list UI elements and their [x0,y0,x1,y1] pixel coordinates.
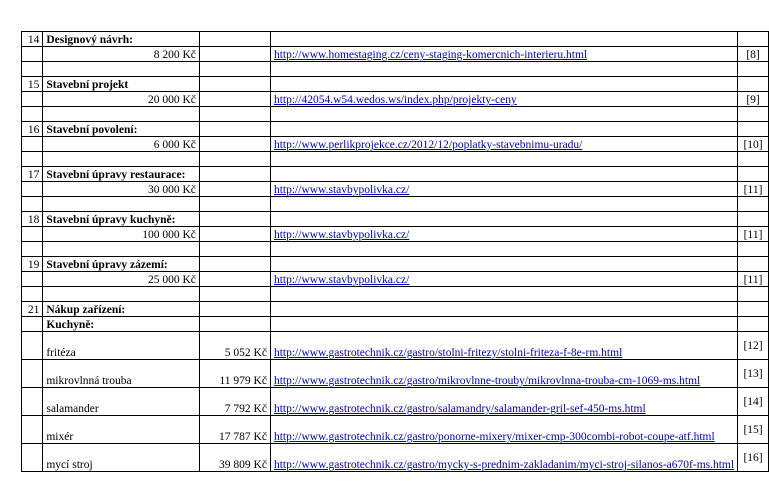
empty-cell [199,122,270,137]
empty-cell [22,62,43,77]
empty-cell [270,257,737,272]
empty-cell [43,242,200,257]
reference-number: [11] [738,272,769,287]
empty-cell [738,107,769,122]
section-title: Nákup zařízení: [43,302,200,317]
section-header-row [22,77,769,92]
item-number: 14 [22,32,43,47]
section-header-row [22,212,769,227]
source-link[interactable]: http://www.perlikprojekce.cz/2012/12/poplatky-stavebnimu-uradu/ [273,139,583,151]
reference-number: [8] [738,47,769,62]
source-link-cell [270,388,737,416]
reference-number: [11] [738,227,769,242]
section-header-row [22,122,769,137]
equipment-name: mikrovlnná trouba [43,360,200,388]
equipment-price: 7 792 Kč [199,388,270,416]
reference-number: [14] [738,388,769,416]
empty-cell [22,47,43,62]
empty-cell [22,332,43,360]
empty-cell [270,197,737,212]
empty-cell [270,32,737,47]
section-amount: 100 000 Kč [43,227,200,242]
source-link[interactable]: http://www.gastrotechnik.cz/gastro/mycky-s-prednim-zakladanim/myci-stroj-silanos-a670f-ms.html [273,459,735,471]
empty-cell [199,47,270,62]
reference-number: [15] [738,416,769,444]
reference-number: [10] [738,137,769,152]
empty-cell [738,152,769,167]
section-amount-row [22,92,769,107]
empty-cell [270,242,737,257]
empty-cell [270,302,737,317]
empty-cell [22,416,43,444]
empty-cell [43,287,200,302]
empty-cell [270,77,737,92]
section-amount: 30 000 Kč [43,182,200,197]
spacer-row [22,62,769,77]
empty-cell [22,182,43,197]
section-amount-row [22,227,769,242]
empty-cell [199,212,270,227]
reference-number: [16] [738,444,769,472]
spacer-row [22,287,769,302]
empty-cell [270,167,737,182]
empty-cell [199,137,270,152]
section-title: Stavební úpravy kuchyně: [43,212,200,227]
source-link-cell [270,332,737,360]
spacer-row [22,152,769,167]
empty-cell [199,287,270,302]
item-number: 18 [22,212,43,227]
spacer-row [22,107,769,122]
empty-cell [22,388,43,416]
section-header-row [22,302,769,317]
empty-cell [43,62,200,77]
empty-cell [22,227,43,242]
section-amount-row [22,272,769,287]
empty-cell [270,152,737,167]
section-amount: 8 200 Kč [43,47,200,62]
equipment-row [22,388,769,416]
equipment-row [22,360,769,388]
source-link-cell [270,137,737,152]
subsection-header-row [22,317,769,332]
equipment-price: 17 787 Kč [199,416,270,444]
empty-cell [199,62,270,77]
source-link-cell [270,182,737,197]
section-header-row [22,32,769,47]
empty-cell [199,167,270,182]
empty-cell [738,212,769,227]
reference-number: [12] [738,332,769,360]
empty-cell [270,62,737,77]
source-link-cell [270,416,737,444]
empty-cell [199,182,270,197]
section-header-row [22,257,769,272]
equipment-name: mixér [43,416,200,444]
empty-cell [22,360,43,388]
equipment-price: 5 052 Kč [199,332,270,360]
empty-cell [738,32,769,47]
empty-cell [738,167,769,182]
empty-cell [199,227,270,242]
empty-cell [270,122,737,137]
section-title: Stavební úpravy zázemí: [43,257,200,272]
item-number: 21 [22,302,43,317]
empty-cell [22,107,43,122]
empty-cell [22,197,43,212]
cost-table [21,31,769,472]
empty-cell [738,257,769,272]
source-link[interactable]: http://www.gastrotechnik.cz/gastro/stolni-fritezy/stolni-friteza-f-8e-rm.html [273,347,623,359]
empty-cell [270,212,737,227]
section-amount-row [22,182,769,197]
empty-cell [22,242,43,257]
empty-cell [199,272,270,287]
empty-cell [738,287,769,302]
section-title: Stavební povolení: [43,122,200,137]
item-number: 19 [22,257,43,272]
empty-cell [738,302,769,317]
section-amount-row [22,47,769,62]
item-number: 16 [22,122,43,137]
section-amount: 20 000 Kč [43,92,200,107]
empty-cell [199,302,270,317]
section-amount-row [22,137,769,152]
reference-number: [9] [738,92,769,107]
equipment-price: 39 809 Kč [199,444,270,472]
empty-cell [22,152,43,167]
source-link[interactable]: http://www.homestaging.cz/ceny-staging-komercnich-interieru.html [273,49,588,61]
empty-cell [738,77,769,92]
empty-cell [199,197,270,212]
empty-cell [22,444,43,472]
source-link-cell [270,360,737,388]
empty-cell [270,287,737,302]
section-title: Stavební projekt [43,77,200,92]
empty-cell [22,317,43,332]
source-link-cell [270,227,737,242]
empty-cell [270,317,737,332]
empty-cell [43,197,200,212]
empty-cell [22,287,43,302]
spacer-row [22,197,769,212]
equipment-price: 11 979 Kč [199,360,270,388]
equipment-name: salamander [43,388,200,416]
source-link[interactable]: http://www.gastrotechnik.cz/gastro/mikrovlnne-trouby/mikrovlnna-trouba-cm-1069-ms.html [273,375,701,387]
equipment-row [22,332,769,360]
empty-cell [199,77,270,92]
source-link[interactable]: http://www.gastrotechnik.cz/gastro/salamandry/salamander-gril-sef-450-ms.html [273,403,646,415]
empty-cell [199,107,270,122]
source-link-cell [270,444,737,472]
empty-cell [738,317,769,332]
source-link-cell [270,92,737,107]
empty-cell [22,92,43,107]
empty-cell [199,92,270,107]
equipment-row [22,416,769,444]
empty-cell [199,257,270,272]
source-link[interactable]: http://www.stavbypolivka.cz/ [273,229,410,241]
equipment-name: mycí stroj [43,444,200,472]
empty-cell [43,107,200,122]
source-link-cell [270,272,737,287]
section-amount: 25 000 Kč [43,272,200,287]
source-link[interactable]: http://www.gastrotechnik.cz/gastro/ponorne-mixery/mixer-cmp-300combi-robot-coupe-atf.html [273,431,715,443]
subsection-title: Kuchyně: [43,317,200,332]
source-link[interactable]: http://www.stavbypolivka.cz/ [273,184,410,196]
source-link-cell [270,47,737,62]
empty-cell [270,107,737,122]
equipment-row [22,444,769,472]
section-amount: 6 000 Kč [43,137,200,152]
empty-cell [22,272,43,287]
spacer-row [22,242,769,257]
section-header-row [22,167,769,182]
source-link[interactable]: http://www.stavbypolivka.cz/ [273,274,410,286]
item-number: 15 [22,77,43,92]
empty-cell [199,317,270,332]
source-link[interactable]: http://42054.w54.wedos.ws/index.php/projekty-ceny [273,94,517,106]
reference-number: [11] [738,182,769,197]
empty-cell [22,137,43,152]
item-number: 17 [22,167,43,182]
empty-cell [738,62,769,77]
empty-cell [738,122,769,137]
empty-cell [738,242,769,257]
section-title: Stavební úpravy restaurace: [43,167,200,182]
empty-cell [199,152,270,167]
reference-number: [13] [738,360,769,388]
equipment-name: fritéza [43,332,200,360]
empty-cell [199,32,270,47]
empty-cell [738,197,769,212]
empty-cell [199,242,270,257]
section-title: Designový návrh: [43,32,200,47]
empty-cell [43,152,200,167]
